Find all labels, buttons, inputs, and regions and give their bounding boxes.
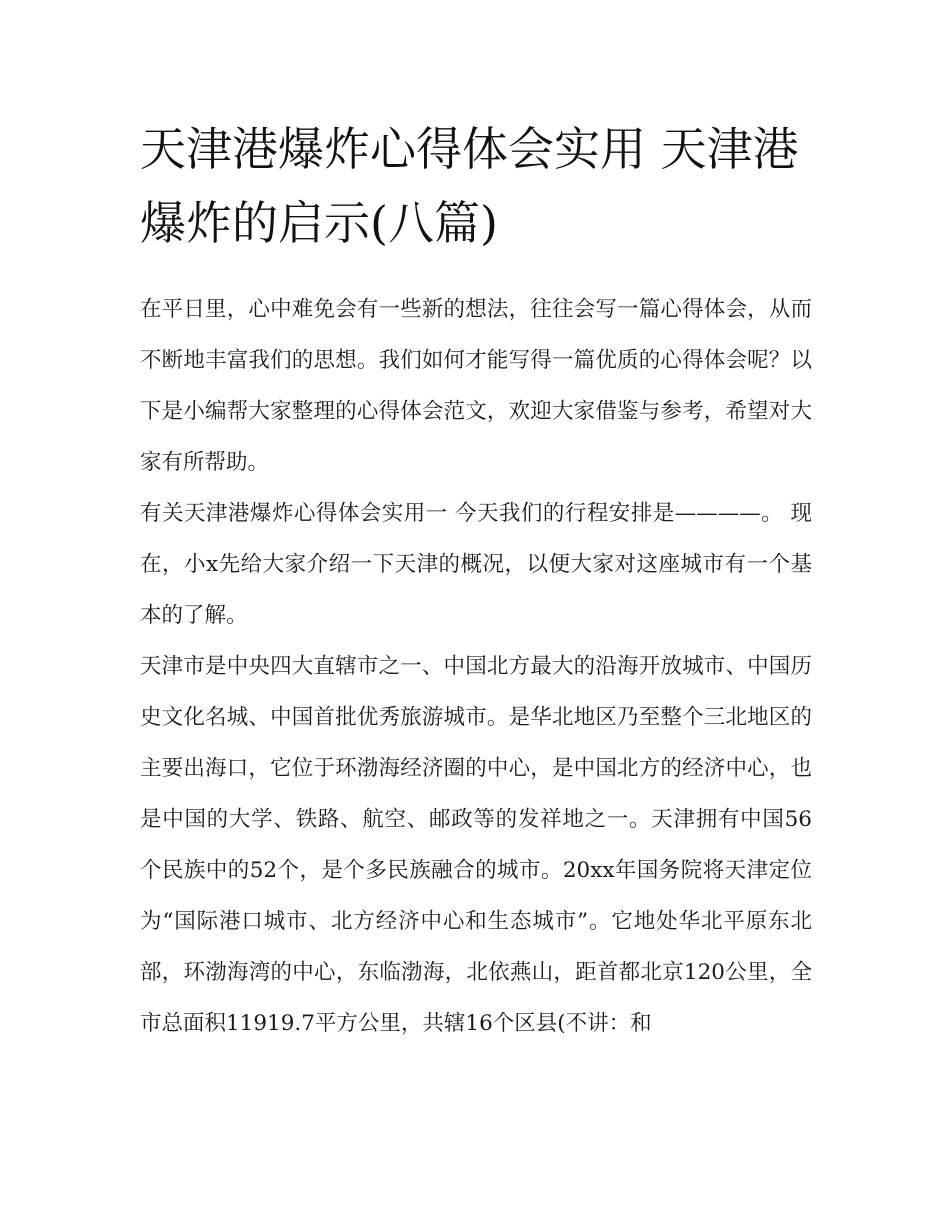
itinerary-paragraph: 有关天津港爆炸心得体会实用一 今天我们的行程安排是————。 现在，小x先给大家介绍一下天津的概况，以便大家对这座城市有一个基本的了解。 bbox=[140, 501, 812, 628]
document-page bbox=[140, 112, 812, 1049]
tianjin-overview-paragraph: 天津市是中央四大直辖市之一、中国北方最大的沿海开放城市、中国历史文化名城、中国首批优秀旅游城市。是华北地区乃至整个三北地区的主要出海口，它位于环渤海经济圈的中心，是中国北方的经济中心，也是中国的大学、铁路、航空、邮政等的发祥地之一。天津拥有中国56个民族中的52个，是个多民族融合的城市。20xx年国务院将天津定位为“国际港口城市、北方经济中心和生态城市”。它地处华北平原东北部，环渤海湾的中心，东临渤海，北依燕山，距首都北京120公里，全市总面积11919.7平方公里，共辖16个区县(不讲：和 bbox=[140, 654, 812, 1036]
intro-paragraph: 在平日里，心中难免会有一些新的想法，往往会写一篇心得体会，从而不断地丰富我们的思想。我们如何才能写得一篇优质的心得体会呢？以下是小编帮大家整理的心得体会范文，欢迎大家借鉴与参考，希望对大家有所帮助。 bbox=[140, 297, 812, 475]
document-title: 天津港爆炸心得体会实用 天津港爆炸的启示(八篇) bbox=[140, 122, 799, 250]
